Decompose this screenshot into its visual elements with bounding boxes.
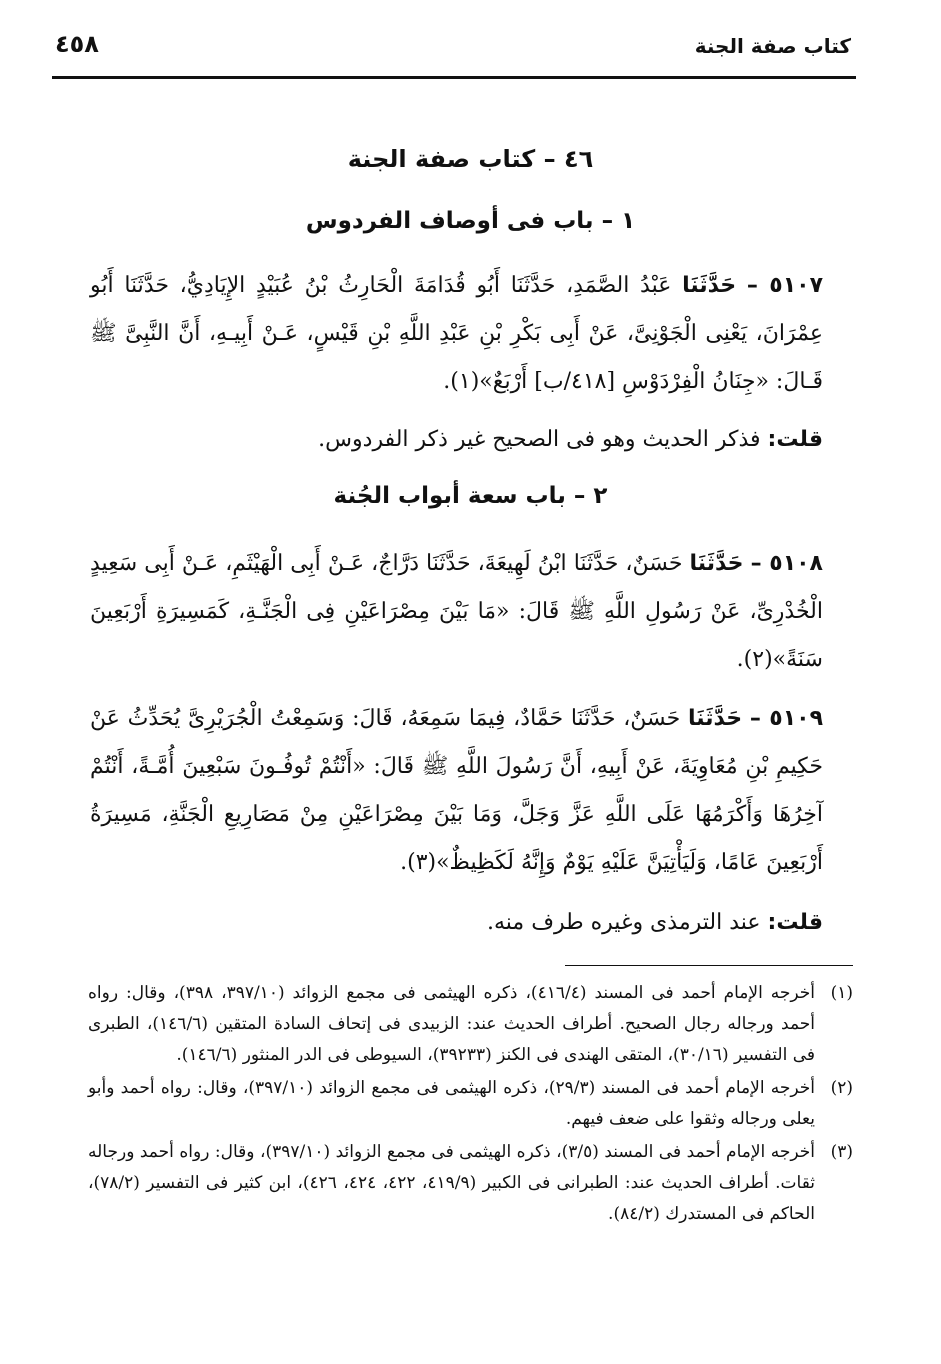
footnote <box>88 978 853 1071</box>
chapter-heading: ١ – باب فى أوصاف الفردوس <box>305 208 636 234</box>
hadith-lead-word: حَدَّثَنَا <box>689 551 744 576</box>
running-header <box>55 28 851 72</box>
footnote <box>88 1073 853 1135</box>
chapter-heading: ٢ – باب سعة أبواب الجُنة <box>333 483 608 509</box>
hadith-paragraph <box>90 540 823 684</box>
remark <box>90 903 823 943</box>
footnote-divider <box>565 965 853 966</box>
footnote-marker: (٢) <box>830 1078 853 1098</box>
hadith-paragraph <box>90 695 823 887</box>
running-header-title: كتاب صفة الجنة <box>694 34 851 58</box>
page-number: ٤٥٨ <box>55 30 99 58</box>
header-divider <box>52 76 856 79</box>
remark-text: عند الترمذى وغيره طرف منه. <box>486 910 761 935</box>
footnote-marker: (٣) <box>830 1142 853 1162</box>
footnote-text: أخرجه الإمام أحمد فى المسند (٣/٥)، ذكره الهيثمى فى مجمع الزوائد (٣٩٧/١٠)، وقال: رواه أحمد ورجاله ثقات. أطراف الحديث عند: الطبرانى فى الكبير (٤١٩/٩، ٤٢٢، ٤٢٤، ٤٢٦)، ابن كثير فى التفسير (٧٨/٢)، الحاكم فى المستدرك (٨٤/٢). <box>88 1142 816 1224</box>
footnote <box>88 1137 853 1230</box>
footnote-text: أخرجه الإمام أحمد فى المسند (٤١٦/٤)، ذكره الهيثمى فى مجمع الزوائد (٣٩٧/١٠، ٣٩٨)، وقال: رواه أحمد ورجاله رجال الصحيح. أطراف الحديث عند: الزبيدى فى إتحاف السادة المتقين (١٤٦/٦)، الطبرى فى التفسير (٣٠/١٦)، المتقى الهندى فى الكنز (٣٩٢٣٣)، السيوطى فى الدر المنثور (١٤٦/٦). <box>88 983 816 1065</box>
hadith-text: حَسَنٌ، حَدَّثَنَا حَمَّادٌ، فِيمَا سَمِعَهُ، قَالَ: وَسَمِعْتُ الْجُرَيْرِىَّ يُحَدِّثُ عَنْ حَكِيمِ بْنِ مُعَاوِيَةَ، عَنْ أَبِيهِ، أَنَّ رَسُولَ اللَّهِ ﷺ قَالَ: «أَنْتُمْ تُوفُـونَ سَبْعِينَ أُمَّـةً، أَنْتُمْ آخِرُهَا وَأَكْرَمُهَا عَلَى اللَّهِ عَزَّ وَجَلَّ، وَمَا بَيْنَ مِصْرَاعَيْنِ مِنْ مَصَارِيعِ الْجَنَّةِ، مَسِيرَةُ أَرْبَعِينَ عَامًا، وَلَيَأْتِيَنَّ عَلَيْهِ يَوْمٌ وَإِنَّهُ لَكَظِيظٌ»(٣). <box>90 706 823 875</box>
hadith-number: ٥١٠٨ – <box>750 551 823 576</box>
hadith-paragraph <box>90 262 823 406</box>
footnote-marker: (١) <box>830 983 853 1003</box>
hadith-number: ٥١٠٧ – <box>746 273 823 298</box>
remark-label: قلت: <box>767 427 823 452</box>
remark-text: فذكر الحديث وهو فى الصحيح غير ذكر الفردوس. <box>318 427 761 452</box>
book-heading: ٤٦ – كتاب صفة الجنة <box>347 145 594 173</box>
hadith-text: حَسَنٌ، حَدَّثَنَا ابْنُ لَهِيعَةَ، حَدَّثَنَا دَرَّاجٌ، عَـنْ أَبِى الْهَيْثَمِ، عَـنْ أَبِى سَعِيدٍ الْخُدْرِىِّ، عَنْ رَسُولِ اللَّهِ ﷺ قَالَ: «مَا بَيْنَ مِصْرَاعَيْنِ فِى الْجَنَّـةِ، كَمَسِيرَةِ أَرْبَعِينَ سَنَةً»(٢). <box>90 551 823 672</box>
hadith-lead-word: حَدَّثَنَا <box>688 706 743 731</box>
remark <box>90 420 823 460</box>
footnote-text: أخرجه الإمام أحمد فى المسند (٢٩/٣)، ذكره الهيثمى فى مجمع الزوائد (٣٩٧/١٠)، وقال: رواه أحمد وأبو يعلى ورجاله وثقوا على ضعف فيهم. <box>88 1078 815 1129</box>
hadith-lead-word: حَدَّثَنَا <box>682 273 737 298</box>
hadith-number: ٥١٠٩ – <box>749 706 823 731</box>
hadith-text: عَبْدُ الصَّمَدِ، حَدَّثَنَا أَبُو قُدَامَةَ الْحَارِثُ بْنُ عُبَيْدٍ الإِيَادِيُّ، حَدَّثَنَا أَبُو عِمْرَانَ، يَعْنِى الْجَوْنِىَّ، عَنْ أَبِى بَكْرِ بْنِ عَبْدِ اللَّهِ بْنِ قَيْسٍ، عَـنْ أَبِيـهِ، أَنَّ النَّبِىَّ ﷺ قَـالَ: «جِنَانُ الْفِرْدَوْسِ [٤١٨/ب] أَرْبَعٌ»(١). <box>90 273 823 394</box>
remark-label: قلت: <box>767 910 823 935</box>
footnotes <box>88 978 853 1232</box>
